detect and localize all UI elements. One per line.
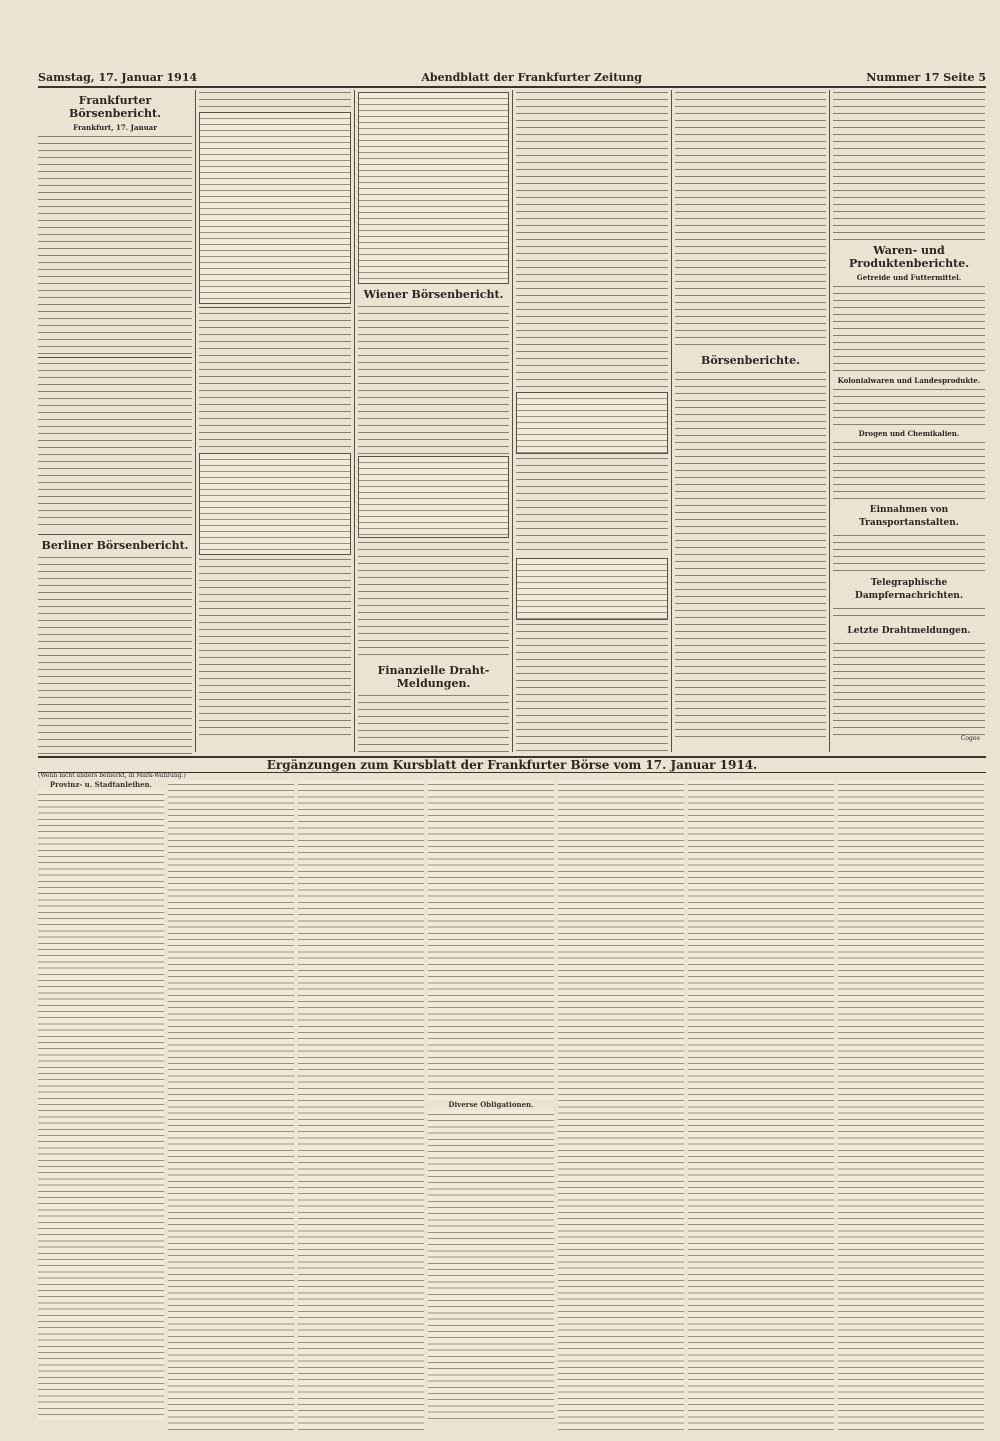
section-subtitle: Kolonialwaren und Landesprodukte. <box>837 376 981 385</box>
article-text <box>675 90 826 350</box>
column-rule <box>512 90 513 752</box>
price-table <box>199 453 351 555</box>
price-table <box>358 92 509 284</box>
header-masthead: Abendblatt der Frankfurter Zeitung <box>421 71 642 84</box>
section-dateline: Frankfurt, 17. Januar <box>73 123 157 132</box>
listing-rows <box>38 790 164 1420</box>
listing-rows <box>558 780 684 1430</box>
article-text <box>38 134 192 354</box>
article-text <box>38 555 192 754</box>
footer-stamp: Cogee <box>960 735 980 742</box>
listing-rows <box>428 780 554 1100</box>
listing-rows <box>298 780 424 1430</box>
article-text <box>199 311 351 451</box>
section-title: Letzte Drahtmeldungen. <box>847 626 971 636</box>
listing-title: Provinz- u. Stadtanleihen. <box>49 780 153 789</box>
section-title: Einnahmen von Transportanstalten. <box>859 505 959 528</box>
supplement-title: Ergänzungen zum Kursblatt der Frankfurter Börse vom 17. Januar 1914. <box>38 756 986 773</box>
article-text <box>358 540 509 660</box>
listing-column-3 <box>298 780 424 1430</box>
price-table <box>199 112 351 304</box>
article-text <box>833 641 985 741</box>
column-5 <box>675 90 826 754</box>
price-table <box>358 456 509 538</box>
article-text <box>516 622 668 752</box>
listing-column-6 <box>688 780 834 1430</box>
listing-rows <box>428 1110 554 1420</box>
listing-rows <box>168 780 294 1430</box>
article-text <box>833 284 985 374</box>
listing-column-1 <box>38 780 164 1430</box>
column-1 <box>38 90 192 754</box>
article-text <box>358 693 509 754</box>
listing-column-7 <box>838 780 984 1430</box>
page-body <box>38 50 986 1435</box>
section-title: Frankfurter Börsenbericht. <box>69 94 161 120</box>
listing-column-2 <box>168 780 294 1430</box>
article-text <box>516 90 668 390</box>
listing-column-5 <box>558 780 684 1430</box>
price-table <box>516 558 668 620</box>
supplement-note: (Wenn nicht anders bemerkt, in Mark-Währung.) <box>38 772 186 779</box>
column-3 <box>358 90 509 754</box>
listing-column-4 <box>428 780 554 1430</box>
article-text <box>833 440 985 500</box>
section-subtitle: Getreide und Futtermittel. <box>856 273 962 282</box>
section-title: Börsenberichte. <box>701 354 800 367</box>
article-text <box>199 90 351 110</box>
section-title: Telegraphische Dampfernachrichten. <box>855 578 963 601</box>
column-rule <box>195 90 196 752</box>
listing-title: Diverse Obligationen. <box>448 1100 534 1109</box>
section-title: Wiener Börsenbericht. <box>363 288 504 301</box>
listing-rows <box>838 780 984 1430</box>
article-text <box>833 90 985 240</box>
article-text <box>833 606 985 621</box>
column-rule <box>354 90 355 752</box>
column-rule <box>671 90 672 752</box>
section-title: Finanzielle Draht-Meldungen. <box>377 664 490 690</box>
article-text <box>833 533 985 573</box>
article-text <box>675 370 826 740</box>
column-4 <box>516 90 668 754</box>
column-2 <box>199 90 351 754</box>
article-text <box>38 361 192 531</box>
page-header <box>38 64 986 88</box>
column-6 <box>833 90 985 754</box>
listing-rows <box>688 780 834 1430</box>
article-text <box>358 304 509 454</box>
section-title: Berliner Börsenbericht. <box>41 539 189 552</box>
article-text <box>516 456 668 556</box>
article-text <box>199 557 351 737</box>
section-subtitle: Drogen und Chemikalien. <box>858 429 960 438</box>
header-page-number: Nummer 17 Seite 5 <box>866 71 986 84</box>
section-title: Waren- und Produktenberichte. <box>848 244 970 270</box>
article-text <box>833 387 985 427</box>
price-table <box>516 392 668 454</box>
column-rule <box>829 90 830 752</box>
header-date: Samstag, 17. Januar 1914 <box>38 71 198 84</box>
